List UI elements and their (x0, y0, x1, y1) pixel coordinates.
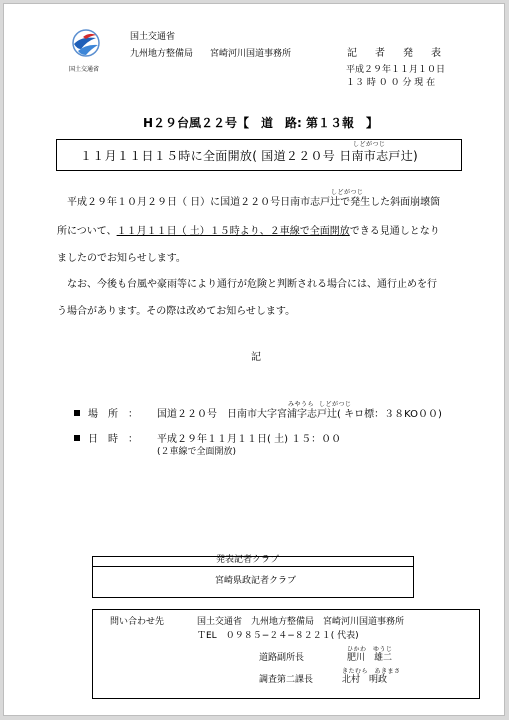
para1-line2-suffix: できる見通しとなり (349, 226, 440, 237)
office-line1: 九州地方整備局 (130, 49, 194, 59)
contact-org: 国土交通省 九州地方整備局 宮崎河川国道事務所 (197, 617, 405, 627)
release-time: １３ 時 ０ ０ 分 現 在 (346, 78, 436, 88)
org-name: 国土交通省 (130, 32, 176, 42)
para1-line2-underlined: １１月１１日（ 土）１５時より、２車線で全面開放 (116, 226, 350, 237)
para2-line2: う場合があります。その際は改めてお知らせします。 (57, 306, 296, 317)
para1-line1: 平成２９年１０月２９日（ 日）に国道２２０号日南市志戸辻で発生した斜面崩壊箇 (67, 197, 441, 208)
name2-ruby: きたむら あきまさ (342, 668, 401, 675)
date-row (74, 434, 138, 446)
contact-tel: ＴEL ０９８５−２４−８２２１( 代表) (197, 631, 359, 641)
logo-caption: 国土交通省 (69, 66, 100, 73)
date-value: 平成２９年１１月１１日( 土) １５：００ (157, 434, 342, 445)
para2-line1: なお、今後も台風や豪雨等により通行が危険と判断される場合には、通行止めを行 (67, 279, 437, 290)
place-label: 場 所 ： (88, 409, 138, 420)
para1-line2-prefix: 所について、 (57, 226, 117, 237)
para1-ruby: しどがつじ (331, 189, 364, 196)
release-date: 平成２９年１１月１０日 (346, 65, 446, 75)
press-label: 記 者 発 表 (347, 48, 445, 59)
place-value: 国道２２０号 日南市大字宮浦字志戸辻( キロ標：３８KO００) (157, 409, 442, 420)
bullet-square-icon (74, 410, 80, 416)
mlit-logo-icon (69, 27, 103, 59)
report-title: H２９台風２２号【 道 路: 第１３報 】 (143, 116, 379, 130)
office-line2: 宮崎河川国道事務所 (210, 49, 292, 59)
name2: 北村 明政 (342, 675, 388, 685)
headline-text: １１月１１日１５時に全面開放( 国道２２０号 日南市志戸辻) (80, 149, 418, 163)
ki-label: 記 (251, 352, 261, 363)
para1-line2 (57, 226, 440, 238)
place-row (74, 409, 138, 421)
place-ruby2: しどがつじ (319, 401, 352, 408)
club-name: 宮崎県政記者クラブ (215, 576, 297, 586)
role1: 道路副所長 (259, 653, 305, 663)
club-divider (93, 566, 413, 567)
role2: 調査第二課長 (259, 675, 314, 685)
name1: 肥川 雄二 (347, 653, 393, 663)
place-ruby1: みやうら (288, 401, 315, 408)
date-label: 日 時 ： (88, 434, 138, 445)
headline-ruby: しどがつじ (353, 141, 386, 148)
date-note: (２車線で全面開放) (157, 447, 237, 457)
press-release-page (3, 3, 505, 716)
name1-ruby: ひかわ ゆうじ (347, 646, 393, 653)
para1-line3: ましたのでお知らせします。 (57, 253, 186, 264)
club-header: 発表記者クラブ (216, 555, 280, 565)
contact-label: 問い合わせ先 (110, 617, 165, 627)
bullet-square-icon (74, 435, 80, 441)
